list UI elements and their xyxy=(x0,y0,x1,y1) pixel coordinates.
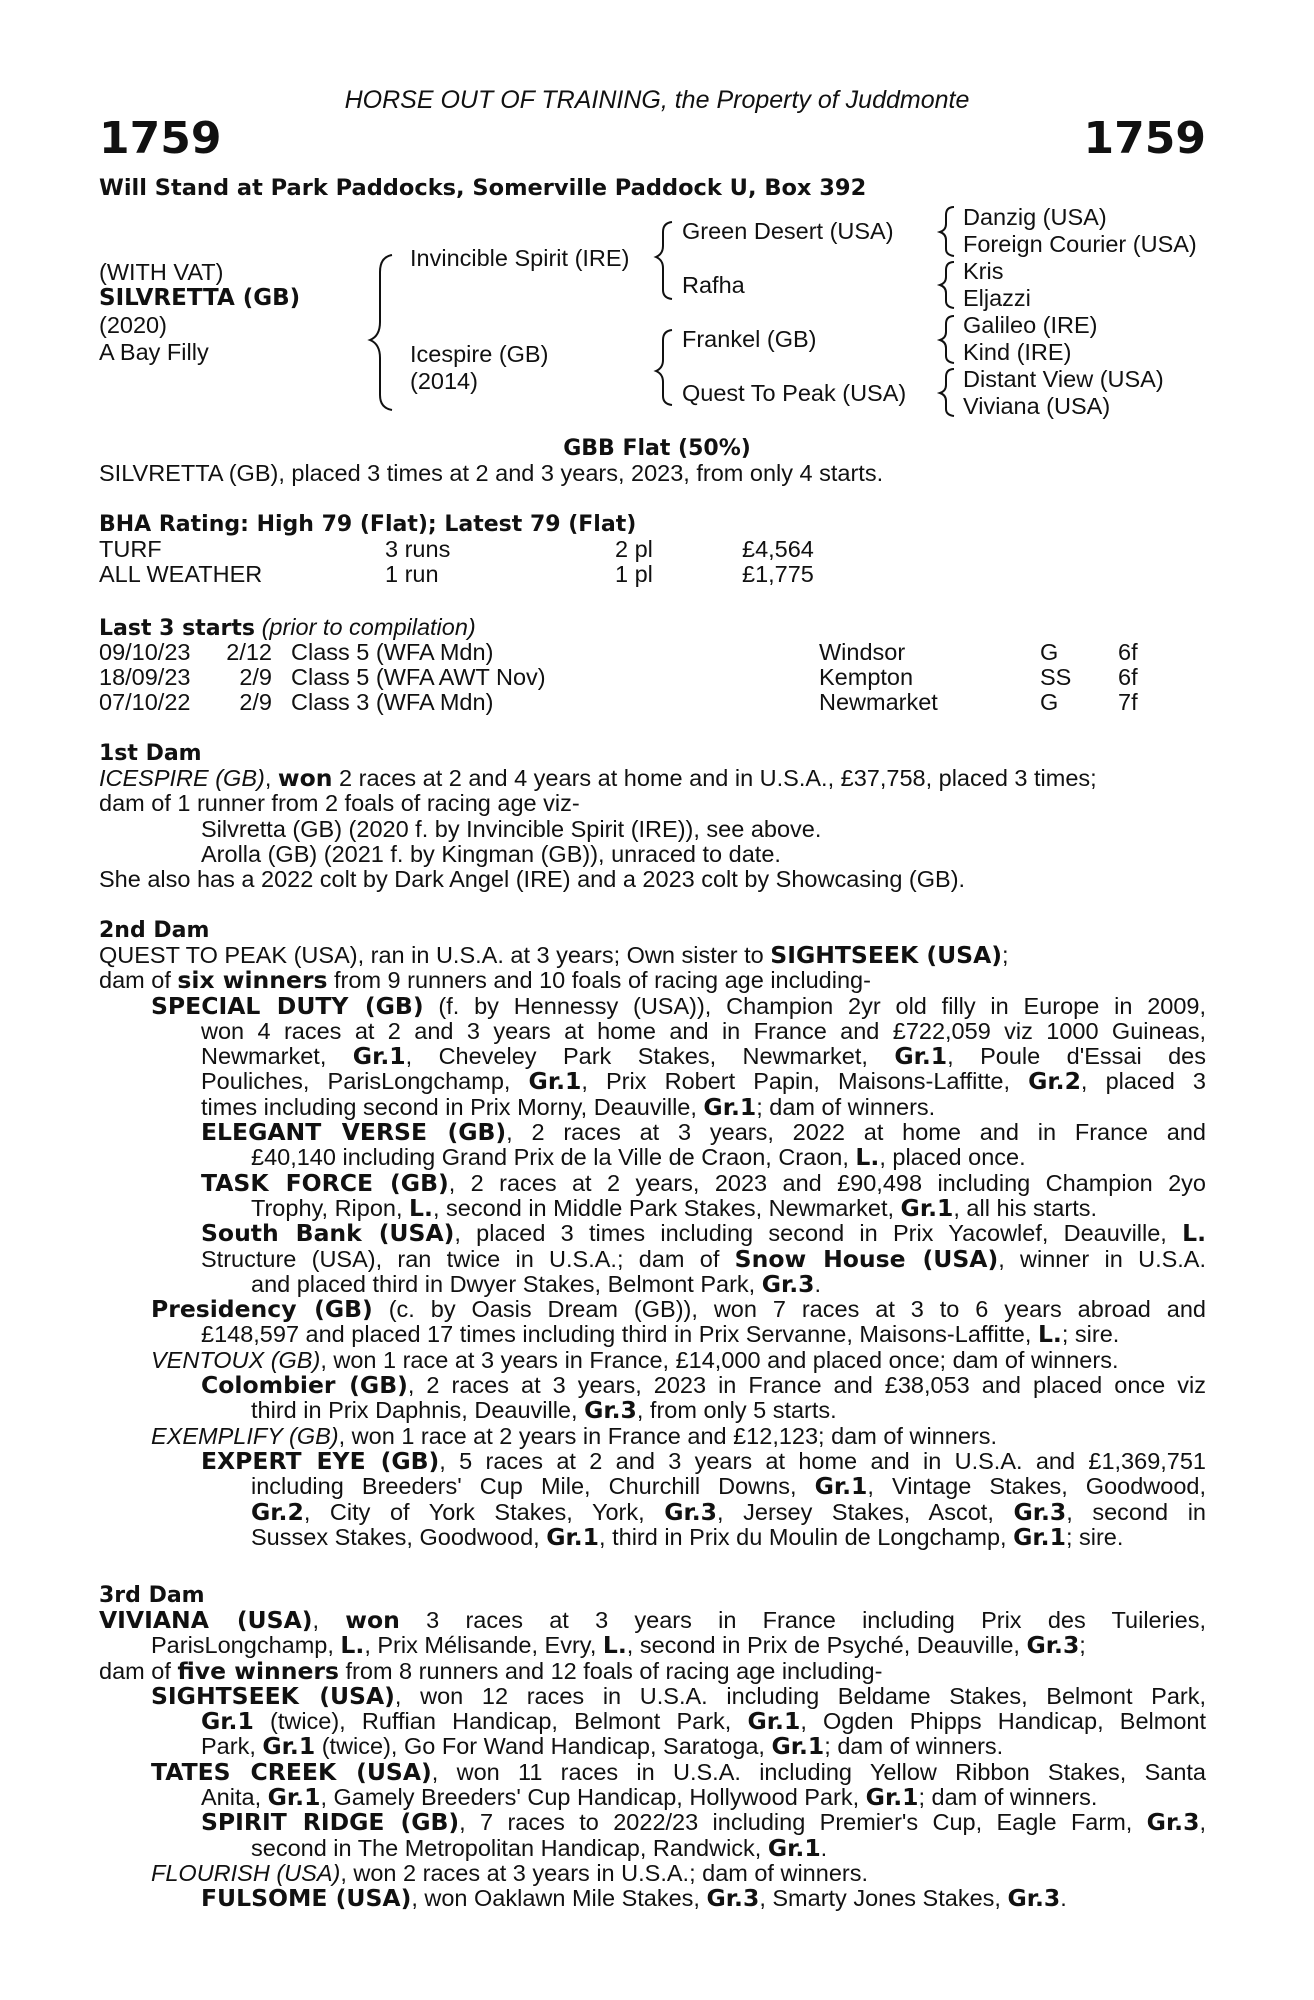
second-dam-line: won 4 races at 2 and 3 years at home and in France and £722,059 viz 1000 Guineas, xyxy=(201,1017,1206,1044)
bha-placed: 2 pl xyxy=(615,536,653,562)
first-dam-produce: Silvretta (GB) (2020 f. by Invincible Spirit (IRE)), see above. xyxy=(201,815,822,842)
first-dam-line: ICESPIRE (GB), won 2 races at 2 and 4 years at home and in U.S.A., £37,758, placed 3 times; xyxy=(99,764,1097,792)
first-dam-produce: Arolla (GB) (2021 f. by Kingman (GB)), unraced to date. xyxy=(201,840,781,867)
sire-sire: Green Desert (USA) xyxy=(682,218,894,244)
second-dam-line: TASK FORCE (GB), 2 races at 2 years, 2023 and £90,498 including Champion 2yo xyxy=(201,1168,1206,1197)
second-dam-line: Structure (USA), ran twice in U.S.A.; dam of Snow House (USA), winner in U.S.A. xyxy=(201,1244,1207,1273)
horse-name: SILVRETTA (GB) xyxy=(99,285,301,311)
second-dam-line: QUEST TO PEAK (USA), ran in U.S.A. at 3 years; Own sister to SIGHTSEEK (USA); xyxy=(99,941,1009,969)
third-dam-line: FLOURISH (USA), won 2 races at 3 years in U.S.A.; dam of winners. xyxy=(151,1859,868,1886)
second-dam-line: Newmarket, Gr.1, Cheveley Park Stakes, Newmarket, Gr.1, Poule d'Essai des xyxy=(201,1042,1206,1071)
dam-dam: Quest To Peak (USA) xyxy=(682,380,907,406)
third-dam-line: TATES CREEK (USA), won 11 races in U.S.A. including Yellow Ribbon Stakes, Santa xyxy=(151,1757,1206,1786)
second-dam-line: £148,597 and placed 17 times including third in Prix Servanne, Maisons-Laffitte, L.; sire. xyxy=(201,1320,1120,1349)
third-dam-title: 3rd Dam xyxy=(99,1583,205,1608)
start-course: Newmarket xyxy=(819,689,938,715)
second-dam-line: and placed third in Dwyer Stakes, Belmont Park, Gr.3. xyxy=(251,1269,822,1298)
first-dam-title: 1st Dam xyxy=(99,741,202,766)
start-position: 2/9 xyxy=(239,664,272,690)
dam-sire: Frankel (GB) xyxy=(682,326,817,352)
bha-prize: £4,564 xyxy=(742,536,814,562)
third-dam-line: ParisLongchamp, L., Prix Mélisande, Evry, L., second in Prix de Psyché, Deauville, Gr.3; xyxy=(151,1631,1086,1660)
third-dam-line: VIVIANA (USA), won 3 races at 3 years in France including Prix des Tuileries, xyxy=(99,1606,1207,1634)
start-date: 09/10/23 xyxy=(99,639,191,665)
gbb-label: GBB Flat (50%) xyxy=(563,436,751,461)
second-dam-line: EXEMPLIFY (GB), won 1 race at 2 years in France and £12,123; dam of winners. xyxy=(151,1422,997,1449)
start-race: Class 5 (WFA AWT Nov) xyxy=(291,664,546,690)
third-dam-line: SIGHTSEEK (USA), won 12 races in U.S.A. including Beldame Stakes, Belmont Park, xyxy=(151,1681,1206,1710)
start-going: G xyxy=(1040,639,1059,665)
sale-title: HORSE OUT OF TRAINING, the Property of Juddmonte xyxy=(344,86,970,114)
second-dam-title: 2nd Dam xyxy=(99,918,210,943)
second-dam-line: South Bank (USA), placed 3 times including second in Prix Yacowlef, Deauville, L. xyxy=(201,1219,1206,1248)
second-dam-line: Sussex Stakes, Goodwood, Gr.1, third in Prix du Moulin de Longchamp, Gr.1; sire. xyxy=(251,1522,1124,1551)
bha-runs: 1 run xyxy=(385,561,439,587)
gg-6: Kind (IRE) xyxy=(963,339,1072,365)
bha-surface: TURF xyxy=(99,536,162,562)
dam: Icespire (GB) xyxy=(410,341,549,367)
start-course: Windsor xyxy=(819,639,906,665)
second-dam-line: Colombier (GB), 2 races at 3 years, 2023 in France and £38,053 and placed once viz xyxy=(201,1371,1206,1400)
second-dam-line: third in Prix Daphnis, Deauville, Gr.3, from only 5 starts. xyxy=(251,1396,837,1425)
bha-prize: £1,775 xyxy=(742,561,814,587)
third-dam-text xyxy=(99,1608,1206,1912)
bha-surface: ALL WEATHER xyxy=(99,561,263,587)
first-dam-line: She also has a 2022 colt by Dark Angel (IRE) and a 2023 colt by Showcasing (GB). xyxy=(99,866,966,893)
bha-title: BHA Rating: High 79 (Flat); Latest 79 (Flat) xyxy=(99,512,637,537)
start-race: Class 5 (WFA Mdn) xyxy=(291,639,494,665)
lot-number-right: 1759 xyxy=(1083,113,1206,164)
second-dam-line: £40,140 including Grand Prix de la Ville de Craon, Craon, L., placed once. xyxy=(251,1143,1026,1172)
sd-brace xyxy=(940,262,954,308)
second-dam-line: ELEGANT VERSE (GB), 2 races at 3 years, 2022 at home and in France and xyxy=(201,1118,1206,1147)
third-dam-line: Park, Gr.1 (twice), Go For Wand Handicap, Saratoga, Gr.1; dam of winners. xyxy=(201,1732,1004,1761)
gg-8: Viviana (USA) xyxy=(963,393,1111,419)
start-course: Kempton xyxy=(819,664,914,690)
second-dam-line: EXPERT EYE (GB), 5 races at 2 and 3 years at home and in U.S.A. and £1,369,751 xyxy=(201,1446,1207,1475)
second-dam-text xyxy=(99,943,1206,1550)
gg-2: Foreign Courier (USA) xyxy=(963,231,1197,257)
gbb-text: SILVRETTA (GB), placed 3 times at 2 and 3 years, 2023, from only 4 starts. xyxy=(99,460,884,486)
sire-dam: Rafha xyxy=(682,272,745,298)
start-going: SS xyxy=(1040,664,1072,690)
third-dam-line: Anita, Gr.1, Gamely Breeders' Cup Handicap, Hollywood Park, Gr.1; dam of winners. xyxy=(201,1783,1098,1812)
third-dam-line: FULSOME (USA), won Oaklawn Mile Stakes, Gr.3, Smarty Jones Stakes, Gr.3. xyxy=(201,1884,1067,1913)
bha-placed: 1 pl xyxy=(615,561,653,587)
sire-brace xyxy=(656,222,672,299)
ds-brace xyxy=(940,316,954,363)
start-position: 2/12 xyxy=(226,639,272,665)
second-dam-line: SPECIAL DUTY (GB) (f. by Hennessy (USA)), Champion 2yr old filly in Europe in 2009, xyxy=(151,991,1206,1020)
ss-brace xyxy=(940,207,954,256)
second-dam-line: Trophy, Ripon, L., second in Middle Park Stakes, Newmarket, Gr.1, all his starts. xyxy=(251,1193,1098,1222)
start-date: 07/10/22 xyxy=(99,689,191,715)
main-brace xyxy=(370,255,392,410)
first-dam-text xyxy=(99,766,1206,892)
third-dam-line: second in The Metropolitan Handicap, Randwick, Gr.1. xyxy=(251,1833,828,1862)
start-distance: 7f xyxy=(1118,689,1138,715)
second-dam-line: dam of six winners from 9 runners and 10 foals of racing age including- xyxy=(99,966,871,995)
start-distance: 6f xyxy=(1118,664,1138,690)
stand-location: Will Stand at Park Paddocks, Somerville Paddock U, Box 392 xyxy=(99,175,867,201)
first-dam-line: dam of 1 runner from 2 foals of racing age viz- xyxy=(99,790,580,817)
lot-number-left: 1759 xyxy=(99,113,222,164)
start-date: 18/09/23 xyxy=(99,664,191,690)
vat-note: (WITH VAT) xyxy=(99,259,224,285)
dd-brace xyxy=(940,369,954,416)
start-going: G xyxy=(1040,689,1059,715)
sire: Invincible Spirit (IRE) xyxy=(410,245,630,271)
gg-1: Danzig (USA) xyxy=(963,204,1107,230)
gg-4: Eljazzi xyxy=(963,285,1031,311)
start-distance: 6f xyxy=(1118,639,1138,665)
second-dam-line: times including second in Prix Morny, Deauville, Gr.1; dam of winners. xyxy=(201,1092,936,1121)
dam-brace xyxy=(656,330,672,405)
horse-year: (2020) xyxy=(99,312,167,338)
gg-7: Distant View (USA) xyxy=(963,366,1164,392)
last-starts-note: (prior to compilation) xyxy=(261,614,476,640)
dam-year: (2014) xyxy=(410,368,478,394)
third-dam-line: SPIRIT RIDGE (GB), 7 races to 2022/23 including Premier's Cup, Eagle Farm, Gr.3, xyxy=(201,1808,1206,1837)
third-dam-line: Gr.1 (twice), Ruffian Handicap, Belmont Park, Gr.1, Ogden Phipps Handicap, Belmont xyxy=(201,1707,1206,1736)
horse-description: A Bay Filly xyxy=(99,339,209,365)
gg-3: Kris xyxy=(963,258,1004,284)
last-starts-title: Last 3 starts xyxy=(99,616,256,641)
gg-5: Galileo (IRE) xyxy=(963,312,1098,338)
third-dam-line: dam of five winners from 8 runners and 12 foals of racing age including- xyxy=(99,1656,883,1685)
second-dam-line: including Breeders' Cup Mile, Churchill Downs, Gr.1, Vintage Stakes, Goodwood, xyxy=(251,1472,1206,1501)
start-position: 2/9 xyxy=(239,689,272,715)
second-dam-line: Presidency (GB) (c. by Oasis Dream (GB)), won 7 races at 3 to 6 years abroad and xyxy=(151,1295,1206,1324)
second-dam-line: Gr.2, City of York Stakes, York, Gr.3, Jersey Stakes, Ascot, Gr.3, second in xyxy=(251,1497,1206,1526)
second-dam-line: Pouliches, ParisLongchamp, Gr.1, Prix Robert Papin, Maisons-Laffitte, Gr.2, placed 3 xyxy=(201,1067,1207,1096)
second-dam-line: VENTOUX (GB), won 1 race at 3 years in France, £14,000 and placed once; dam of winners. xyxy=(151,1346,1119,1373)
start-race: Class 3 (WFA Mdn) xyxy=(291,689,494,715)
last-starts-heading xyxy=(99,614,476,641)
bha-runs: 3 runs xyxy=(385,536,451,562)
